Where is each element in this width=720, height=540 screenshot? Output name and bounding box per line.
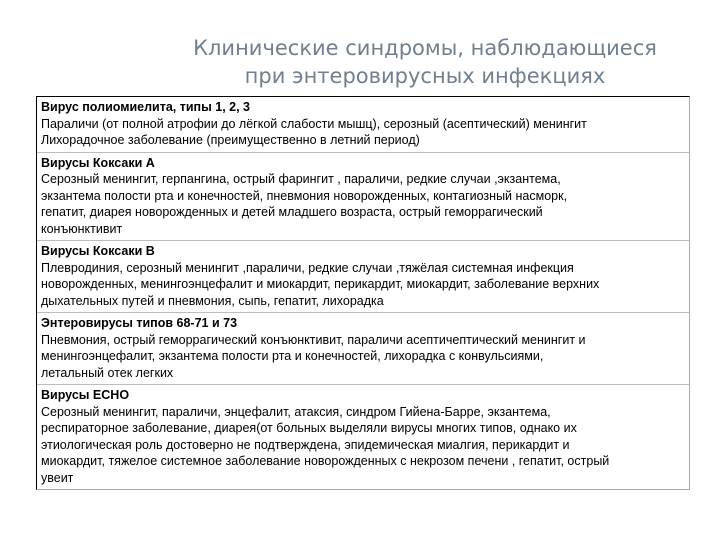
row-text-line: дыхательных путей и пневмония, сыпь, гепатит, лихорадка — [41, 293, 384, 308]
row-text-line: увеит — [41, 470, 74, 485]
row-text-line: Плевродиния, серозный менингит ,параличи, редкие случаи ,тяжёлая системная инфекция — [41, 260, 574, 275]
row-text-line: Пневмония, острый геморрагический конъюнктивит, параличи асептичептический менингит и — [41, 332, 586, 347]
row-text-line: Лихорадочное заболевание (преимущественно в летний период) — [41, 133, 420, 147]
row-text-line: конъюнктивит — [41, 221, 123, 236]
row-heading: Вирусы ECHO — [41, 388, 130, 402]
row-text-line: респираторное заболевание, диарея(от больных выделяли вирусы многих типов, однако их — [41, 421, 577, 435]
row-body — [41, 171, 685, 237]
table-row-poliovirus — [37, 97, 689, 153]
row-body — [41, 332, 685, 382]
syndromes-table — [36, 96, 690, 490]
slide-title-line-2: при энтеровирусных инфекциях — [244, 64, 606, 88]
row-text-line: гепатит, диарея новорожденных и детей младшего возраста, острый геморрагический — [41, 205, 543, 219]
row-body — [41, 116, 685, 149]
slide-title-line-1: Клинические синдромы, наблюдающиеся — [193, 36, 657, 60]
slide-title — [150, 34, 700, 90]
row-text-line: экзантема полости рта и конечностей, пневмония новорожденных, контагиозный насморк, — [41, 188, 568, 203]
row-text-line: летальный отек легких — [41, 365, 174, 380]
row-text-line: этиологическая роль достоверно не подтверждена, эпидемическая миалгия, перикардит и — [41, 437, 570, 452]
row-text-line: Серозный менингит, герпангина, острый фарингит , параличи, редкие случаи ,экзантема, — [41, 172, 561, 186]
table-row-enterovirus-68-73 — [37, 313, 689, 385]
row-heading: Вирусы Коксаки В — [41, 244, 155, 258]
row-text-line: Серозный менингит, параличи, энцефалит, атаксия, синдром Гийена-Барре, экзантема, — [41, 404, 551, 419]
row-body — [41, 260, 685, 310]
row-text-line: новорожденных, менингоэнцефалит и миокардит, перикардит, миокардит, заболевание верхних — [41, 277, 600, 291]
table-row-coxsackie-b — [37, 241, 689, 313]
row-heading: Вирусы Коксаки А — [41, 155, 155, 170]
table-row-echo — [37, 385, 689, 489]
row-text-line: менингоэнцефалит, экзантема полости рта и конечностей, лихорадка с конвульсиями, — [41, 349, 544, 363]
row-heading: Вирус полиомиелита, типы 1, 2, 3 — [41, 100, 250, 114]
row-text-line: Параличи (от полной атрофии до лёгкой слабости мышц), серозный (асептический) менингит — [41, 116, 587, 131]
row-text-line: миокардит, тяжелое системное заболевание новорожденных с некрозом печени , гепатит, острый — [41, 454, 610, 468]
row-body — [41, 404, 685, 487]
table-row-coxsackie-a — [37, 153, 689, 242]
row-heading: Энтеровирусы типов 68-71 и 73 — [41, 316, 238, 330]
